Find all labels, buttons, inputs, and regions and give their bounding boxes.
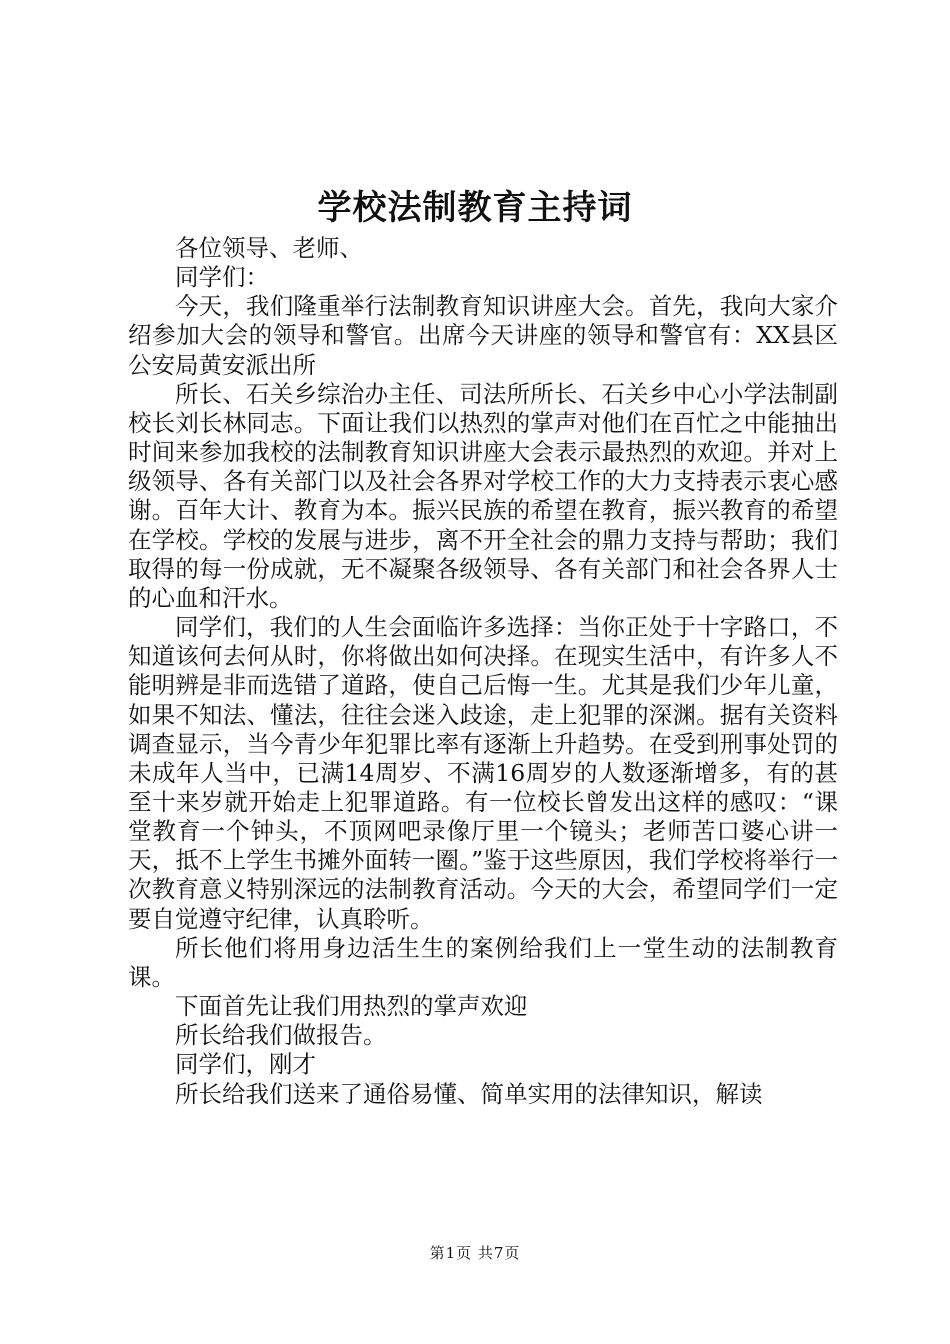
page-number-footer: 第1页 共7页 bbox=[429, 1244, 521, 1262]
paragraph-legal-knowledge: 所长给我们送来了通俗易懂、简单实用的法律知识，解读 bbox=[175, 1079, 763, 1108]
paragraph-greeting-2: 同学们： bbox=[175, 263, 269, 292]
paragraph-report: 所长给我们做报告。 bbox=[175, 1021, 387, 1050]
paragraph-choices: 同学们，我们的人生会面临许多选择：当你正处于十字路口，不知道该何去何从时，你将做出如何决择。在现实生活中，有许多人不能明辨是非而选错了道路，使自己后悔一生。尤其是我们少年儿童，如果不知法、懂法，往往会迷入歧途，走上犯罪的深渊。据有关资料调查显示，当今青少年犯罪比率有逐渐上升趋势。在受到刑事处罚的未成年人当中，已满14周岁、不满16周岁的人数逐渐增多，有的甚至十来岁就开始走上犯罪道路。有一位校长曾发出这样的感叹：“课堂教育一个钟头，不顶网吧录像厅里一个镜头；老师苦口婆心讲一天，抵不上学生书摊外面转一圈。”鉴于这些原因，我们学校将举行一次教育意义特别深远的法制教育活动。今天的大会，希望同学们一定要自觉遵守纪律，认真聆听。 bbox=[128, 613, 838, 933]
paragraph-opening: 今天，我们隆重举行法制教育知识讲座大会。首先，我向大家介绍参加大会的领导和警官。出席今天讲座的领导和警官有：XX县区公安局黄安派出所 bbox=[128, 292, 838, 379]
paragraph-welcome: 下面首先让我们用热烈的掌声欢迎 bbox=[175, 992, 528, 1021]
paragraph-case-lesson: 所长他们将用身边活生生的案例给我们上一堂生动的法制教育课。 bbox=[128, 933, 838, 991]
paragraph-guests: 所长、石关乡综治办主任、司法所所长、石关乡中心小学法制副校长刘长林同志。下面让我们以热烈的掌声对他们在百忙之中能抽出时间来参加我校的法制教育知识讲座大会表示最热烈的欢迎。并对上级领导、各有关部门以及社会各界对学校工作的大力支持表示衷心感谢。百年大计、教育为本。振兴民族的希望在教育，振兴教育的希望在学校。学校的发展与进步，离不开全社会的鼎力支持与帮助；我们取得的每一份成就，无不凝聚各级领导、各有关部门和社会各界人士的心血和汗水。 bbox=[128, 379, 838, 612]
document-title: 学校法制教育主持词 bbox=[317, 188, 633, 228]
document-body bbox=[128, 234, 838, 1109]
paragraph-just-now: 同学们，刚才 bbox=[175, 1050, 316, 1079]
paragraph-greeting-1: 各位领导、老师、 bbox=[175, 234, 363, 262]
